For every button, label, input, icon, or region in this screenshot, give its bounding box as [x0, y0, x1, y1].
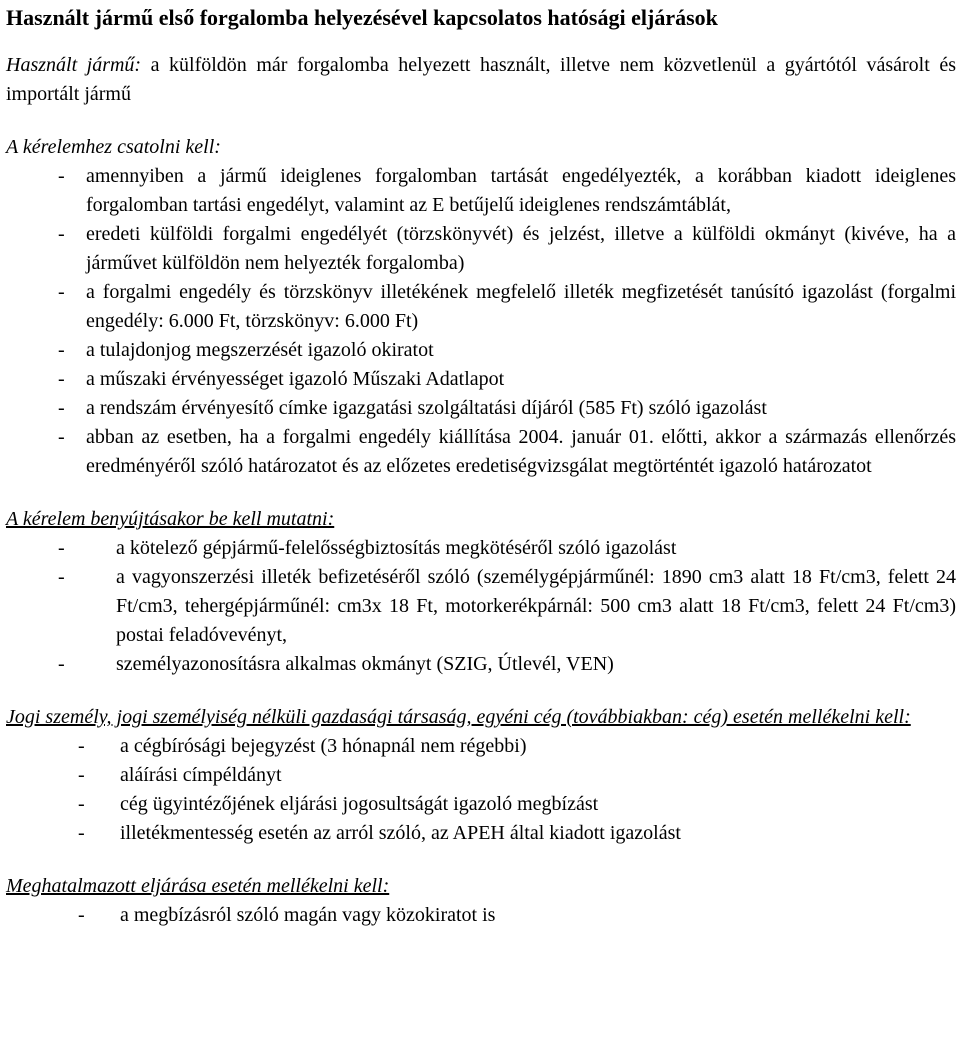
dash-bullet: - [78, 793, 85, 815]
show-list [6, 534, 956, 679]
proxy-section [6, 872, 956, 930]
dash-bullet: - [78, 735, 85, 757]
company-list [6, 732, 956, 848]
list-item [6, 220, 956, 278]
dash-bullet: - [58, 537, 65, 559]
proxy-list [6, 901, 956, 930]
dash-bullet: - [58, 223, 65, 245]
dash-bullet: - [58, 281, 65, 303]
list-item [6, 365, 956, 394]
dash-bullet: - [58, 653, 65, 675]
list-item-text: aláírási címpéldányt [120, 764, 282, 786]
dash-bullet: - [58, 566, 65, 588]
intro-section [6, 51, 956, 109]
list-item [6, 162, 956, 220]
dash-bullet: - [58, 165, 65, 187]
list-item [6, 534, 956, 563]
list-item [6, 423, 956, 481]
document-page [6, 0, 956, 930]
list-item [6, 819, 956, 848]
list-item [6, 650, 956, 679]
list-item-text: abban az esetben, ha a forgalmi engedély kiállítása 2004. január 01. előtti, akkor a származás ellenőrzés eredményéről szóló határozatot és az előzetes eredetiségvizsgálat megtörténtét igazoló határozatot [86, 426, 956, 477]
show-section [6, 505, 956, 679]
list-item-text: a forgalmi engedély és törzskönyv illetékének megfelelő illeték megfizetését tanúsító igazolást (forgalmi engedély: 6.000 Ft, törzskönyv: 6.000 Ft) [86, 281, 956, 332]
list-item [6, 336, 956, 365]
list-item-text: a megbízásról szóló magán vagy közokiratot is [120, 904, 496, 926]
list-item-text: eredeti külföldi forgalmi engedélyét (törzskönyvét) és jelzést, illetve a külföldi okmányt (kivéve, ha a járművet külföldön nem helyezték forgalomba) [86, 223, 956, 274]
list-item [6, 761, 956, 790]
list-item [6, 278, 956, 336]
list-item [6, 563, 956, 650]
list-item-text: illetékmentesség esetén az arról szóló, az APEH által kiadott igazolást [120, 822, 681, 844]
list-item-text: amennyiben a jármű ideiglenes forgalomban tartását engedélyezték, a korábban kiadott ideiglenes forgalomban tartási engedélyt, valamint az E betűjelű ideiglenes rendszámtáblát, [86, 165, 956, 216]
company-section [6, 703, 956, 848]
show-heading: A kérelem benyújtásakor be kell mutatni: [6, 508, 335, 530]
list-item-text: a műszaki érvényességet igazoló Műszaki Adatlapot [86, 368, 505, 390]
proxy-heading: Meghatalmazott eljárása esetén mellékelni kell: [6, 875, 390, 897]
dash-bullet: - [58, 426, 65, 448]
dash-bullet: - [58, 397, 65, 419]
company-heading: Jogi személy, jogi személyiség nélküli gazdasági társaság, egyéni cég (továbbiakban: cég) esetén mellékelni kell: [6, 706, 911, 728]
dash-bullet: - [58, 368, 65, 390]
list-item-text: a tulajdonjog megszerzését igazoló okiratot [86, 339, 434, 361]
dash-bullet: - [78, 904, 85, 926]
page-title: Használt jármű első forgalomba helyezésével kapcsolatos hatósági eljárások [6, 5, 718, 30]
dash-bullet: - [58, 339, 65, 361]
intro-definition: a külföldön már forgalomba helyezett használt, illetve nem közvetlenül a gyártótól vásárolt és importált jármű [6, 54, 956, 105]
intro-paragraph [6, 51, 956, 109]
list-item-text: cég ügyintézőjének eljárási jogosultságát igazoló megbízást [120, 793, 599, 815]
list-item-text: a cégbírósági bejegyzést (3 hónapnál nem régebbi) [120, 735, 527, 757]
attach-heading: A kérelemhez csatolni kell: [6, 136, 221, 158]
list-item [6, 732, 956, 761]
list-item-text: a vagyonszerzési illeték befizetéséről szóló (személygépjárműnél: 1890 cm3 alatt 18 Ft/cm3, felett 24 Ft/cm3, tehergépjárműnél: cm3x 18 Ft, motorkerékpárnál: 500 cm3 alatt 18 Ft/cm3, felett 24 Ft/cm3) postai feladóvevényt, [116, 566, 956, 646]
dash-bullet: - [78, 764, 85, 786]
intro-term: Használt jármű: [6, 54, 142, 76]
list-item-text: személyazonosításra alkalmas okmányt (SZIG, Útlevél, VEN) [116, 653, 614, 675]
list-item [6, 790, 956, 819]
dash-bullet: - [78, 822, 85, 844]
attach-list [6, 162, 956, 481]
list-item-text: a kötelező gépjármű-felelősségbiztosítás megkötéséről szóló igazolást [116, 537, 677, 559]
list-item [6, 901, 956, 930]
list-item-text: a rendszám érvényesítő címke igazgatási szolgáltatási díjáról (585 Ft) szóló igazolást [86, 397, 767, 419]
list-item [6, 394, 956, 423]
attach-section [6, 133, 956, 481]
